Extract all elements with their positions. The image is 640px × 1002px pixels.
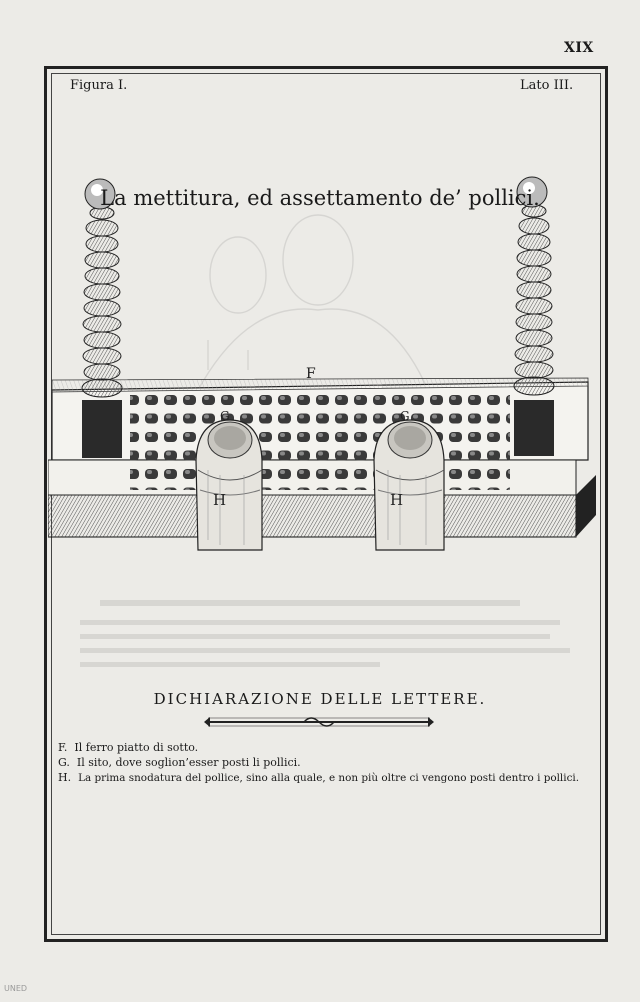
letter-F: F <box>306 366 316 382</box>
thumbscrew-illustration <box>48 170 598 590</box>
plate-title: La mettitura, ed assettamento de’ pollici. <box>100 186 540 210</box>
left-thumb <box>196 409 262 550</box>
legend-key: G. <box>58 756 70 769</box>
legend-item-G <box>58 755 598 770</box>
legend-heading: DICHIARAZIONE DELLE LETTERE. <box>153 690 487 708</box>
legend-list <box>58 740 598 786</box>
figure-label: Figura I. <box>70 78 128 93</box>
letter-H-left: H <box>213 491 227 509</box>
watermark: UNED <box>4 984 28 993</box>
legend-item-F <box>58 740 598 755</box>
legend-key: H. <box>58 771 72 784</box>
legend-text: La prima snodatura del pollice, sino alla quale, e non più oltre ci vengono posti dentro i pollici. <box>78 772 580 784</box>
letter-G-right: G <box>400 409 410 423</box>
ornament-divider <box>204 715 434 729</box>
bleed-through-text <box>80 600 580 680</box>
page-number: XIX <box>564 40 594 56</box>
right-thumb <box>374 409 444 550</box>
legend-text: Il ferro piatto di sotto. <box>74 741 199 754</box>
letter-H-right: H <box>390 491 404 509</box>
left-post <box>82 179 122 458</box>
legend-key: F. <box>58 741 68 754</box>
letter-G-left: G <box>220 409 230 423</box>
side-label: Lato III. <box>520 78 574 93</box>
right-post <box>514 177 554 456</box>
legend-item-H <box>58 770 598 786</box>
legend-text: Il sito, dove soglion’esser posti li pollici. <box>76 756 301 769</box>
